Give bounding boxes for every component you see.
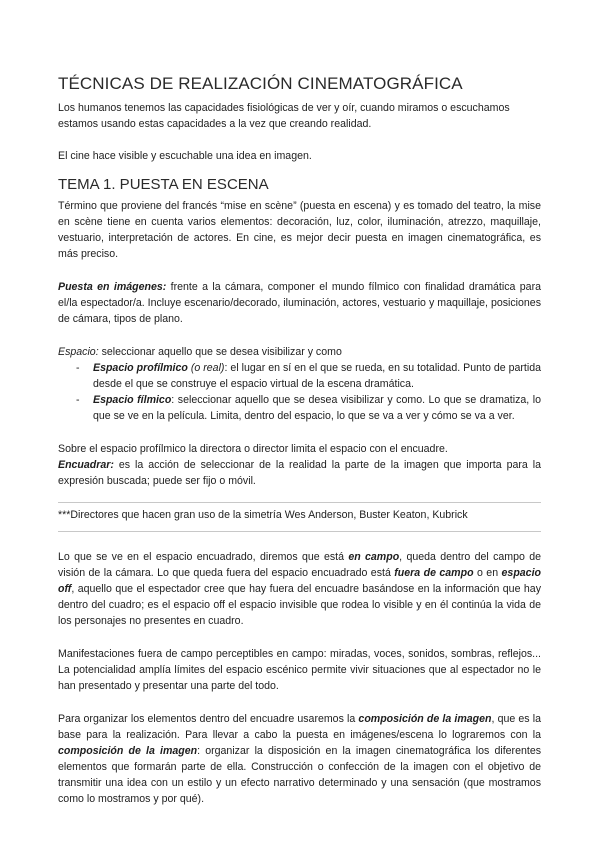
composicion-text-2: , que es la base para la realización. Para llevar a cabo la puesta en imágenes/escena lo lograremos con la: [58, 713, 542, 741]
espacio-term: Espacio:: [58, 346, 99, 358]
list-item-text: seleccionar aquello que se desea visibilizar y como. Lo que se dramatiza, lo que se ve en la película. Limita, dentro del espacio, lo que se va a ver y cómo se va a ver.: [93, 394, 541, 422]
campo-text-2: , queda dentro del campo de visión de la cámara. Lo que queda fuera del espacio encuadrado está: [58, 551, 541, 579]
encuadre-line: Sobre el espacio profílmico la directora o director limita el espacio con el encuadre.: [58, 443, 448, 455]
intro-section: [58, 100, 541, 164]
divider-bottom: [58, 531, 541, 532]
composicion-paragraph: [58, 711, 541, 807]
list-item-note: (o real): [187, 362, 225, 374]
campo-text-1: Lo que se ve en el espacio encuadrado, diremos que está: [58, 551, 349, 563]
intro-paragraph-1: Los humanos tenemos las capacidades fisiológicas de ver y oír, cuando miramos o escuchamos estamos usando estas capacidades a la vez que creando realidad.: [58, 102, 510, 130]
composicion-text-3: : organizar la disposición en la imagen cinematográfica los diferentes elementos que formarán parte de ella. Construcción o confección de la imagen con el objetivo de transmitir una idea con un estilo y un efecto narrativo determinado y una sensación (que mostramos como lo mostramos y por qué).: [58, 745, 542, 805]
list-item-term: Espacio fílmico: [93, 394, 172, 406]
campo-paragraph: [58, 549, 541, 629]
espacio-list: [58, 360, 541, 424]
list-item-text: el lugar en sí en el que se rueda, en su totalidad. Punto de partida desde el que se construye el espacio virtual de la escena dramática.: [93, 362, 542, 390]
tema1-section: [58, 198, 541, 489]
encuadrar-paragraph: [58, 457, 541, 489]
section-heading-tema1: TEMA 1. PUESTA EN ESCENA: [58, 176, 269, 193]
campo-text-4: , aquello que el espectador cree que hay fuera del encuadre basándose en la información que hay dentro del cuadro; es el espacio off el espacio invisible que rodea lo visible y en él continúa la vida de los personajes no presentes en cuadro.: [58, 583, 541, 627]
list-item-colon: :: [224, 362, 228, 374]
list-item-term: Espacio profílmico: [93, 362, 188, 374]
espacio-text: seleccionar aquello que se desea visibilizar y como: [98, 346, 342, 358]
en-campo-term: en campo: [348, 551, 400, 563]
list-item: [58, 392, 541, 424]
composicion-term-2: composición de la imagen: [58, 745, 198, 757]
composicion-text-1: Para organizar los elementos dentro del encuadre usaremos la: [58, 713, 359, 725]
espacio-off-term: espacio off: [58, 567, 541, 595]
list-item: [58, 360, 541, 392]
composicion-term-1: composición de la imagen: [358, 713, 492, 725]
divider-top: [58, 502, 541, 503]
manifestaciones-paragraph: Manifestaciones fuera de campo perceptibles en campo: miradas, voces, sonidos, sombras, reflejos... La potencialidad amplía límites del espacio escénico permite vivir situaciones que al espectador no le han presentado y presentar una parte del todo.: [58, 648, 541, 692]
encuadrar-text: es la acción de seleccionar de la realidad la parte de la imagen que importa para la expresión buscada; puede ser fijo o móvil.: [58, 459, 541, 487]
intro-paragraph-2: El cine hace visible y escuchable una idea en imagen.: [58, 150, 312, 162]
list-item-colon: :: [171, 394, 175, 406]
espacio-paragraph: [58, 344, 541, 360]
document-title: TÉCNICAS DE REALIZACIÓN CINEMATOGRÁFICA: [58, 74, 463, 93]
puesta-text: frente a la cámara, componer el mundo fílmico con finalidad dramática para el/la espectador/a. Incluye escenario/decorado, iluminación, actores, vestuario y maquillaje, posiciones de cámara, tipos de plano.: [58, 281, 541, 325]
puesta-en-imagenes-paragraph: [58, 279, 541, 327]
mise-en-scene-paragraph: Término que proviene del francés “mise en scène” (puesta en escena) y es tomado del teatro, la mise en scène tiene en cuenta varios elementos: decoración, luz, color, iluminación, atrezzo, maquillaje, vestuario, interpretación de actores. En cine, es mejor decir puesta en imagen cinematográfica, es más preciso.: [58, 200, 541, 260]
directors-note: ***Directores que hacen gran uso de la simetría Wes Anderson, Buster Keaton, Kubrick: [58, 509, 468, 521]
fuera-de-campo-term: fuera de campo: [394, 567, 474, 579]
encuadrar-term: Encuadrar:: [58, 459, 114, 471]
puesta-term: Puesta en imágenes:: [58, 281, 167, 293]
campo-text-3: o en: [473, 567, 502, 579]
campo-section: [58, 549, 541, 807]
